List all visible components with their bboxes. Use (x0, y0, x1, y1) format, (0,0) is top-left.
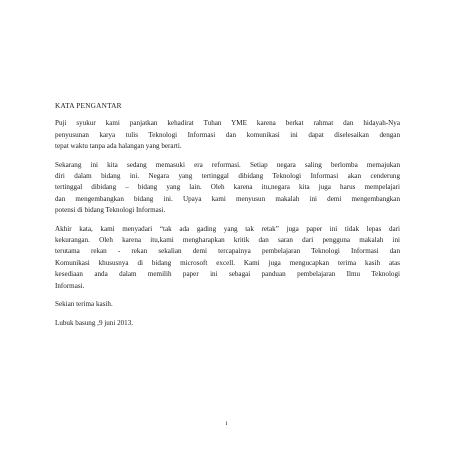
paragraph-line: terutama rekan - rekan sekalian demi tercapainya pembelajaran Teknologi Informasi dan (55, 247, 400, 256)
paragraph-line: Akhir kata, kami menyadari “tak ada gading yang tak retak” juga paper ini tidak lepas dari (55, 224, 400, 233)
paragraph-line: potensi di bidang Teknologi Informasi. (55, 206, 166, 215)
document-body (55, 100, 400, 336)
paragraph-line: kesediaan anda dalam memilih paper ini sebagai panduan pembelajaran Ilmu Teknologi (55, 270, 400, 279)
document-heading: KATA PENGANTAR (55, 101, 122, 110)
paragraph-list (55, 118, 400, 329)
paragraph-line: Sekarang ini kita sedang memasuki era reformasi. Setiap negara saling berlomba memajukan (55, 160, 400, 169)
page-number: i (225, 420, 228, 427)
paragraph-line: tepat waktu tanpa ada halangan yang berarti. (55, 142, 182, 151)
paragraph-line: Informasi. (55, 281, 85, 290)
paragraph-line: dan mengembangkan bidang ini. Upaya kami menyusun makalah ini demi mengembangkan (55, 194, 400, 203)
paragraph-line: kekurangan. Oleh karena itu,kami mengharapkan kritik dan saran dari pengguna makalah ini (55, 236, 400, 245)
paragraph (55, 299, 400, 310)
paragraph-line: Sekian terima kasih. (55, 300, 113, 309)
paragraph (55, 318, 400, 329)
paragraph-line: diri dalam bidang ini. Negara yang tertinggal dibidang Teknologi Informasi akan cenderung (55, 172, 400, 181)
paragraph-line: penyusunan karya tulis Teknologi Informasi dan komunikasi ini dapat diselesaikan dengan (55, 130, 400, 139)
paragraph-line: Lubuk basung ,9 juni 2013. (55, 318, 134, 327)
paragraph (55, 118, 400, 152)
paragraph-line: Komunikasi khususnya di bidang microsoft excell. Kami juga mengucapkan terima kasih atas (55, 258, 400, 267)
paragraph-line: Puji syukur kami panjatkan kehadirat Tuhan YME karena berkat rahmat dan hidayah-Nya (55, 119, 400, 128)
paragraph-line: tertinggal dibidang – bidang yang lain. Oleh karena itu,negara kita juga harus mempelajari (55, 183, 400, 192)
paragraph (55, 224, 400, 292)
paragraph (55, 160, 400, 217)
